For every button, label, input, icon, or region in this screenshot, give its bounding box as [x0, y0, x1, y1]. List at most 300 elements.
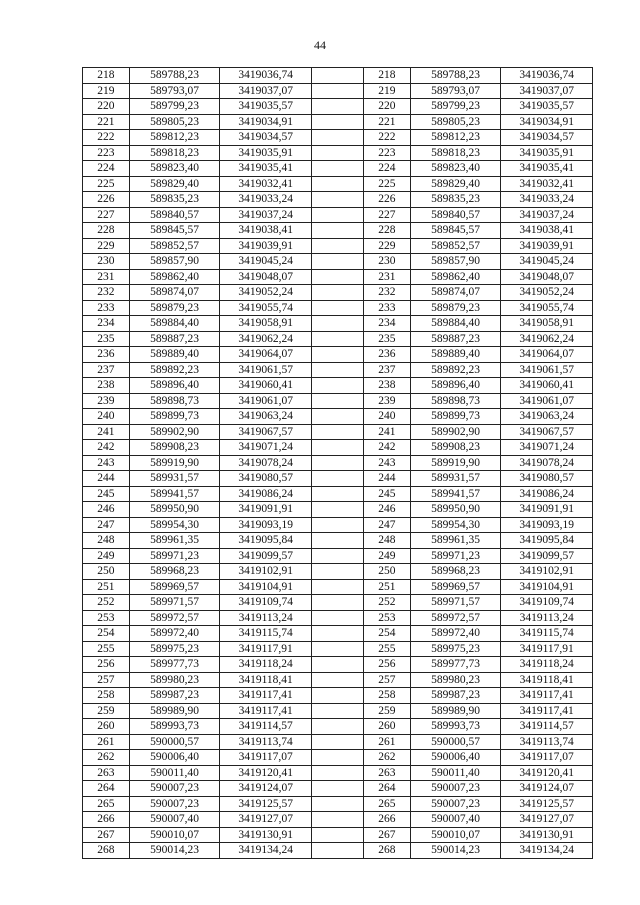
left-y-coordinate-cell: 3419032,41	[220, 176, 312, 192]
left-x-coordinate-cell: 589805,23	[129, 114, 220, 130]
column-gap	[312, 424, 364, 440]
left-x-coordinate-cell: 590010,07	[129, 827, 220, 843]
left-y-coordinate-cell: 3419045,24	[220, 254, 312, 270]
right-y-coordinate-cell: 3419117,41	[501, 688, 593, 704]
left-x-coordinate-cell: 590007,23	[129, 781, 220, 797]
left-point-number-cell: 236	[83, 347, 130, 363]
left-y-coordinate-cell: 3419124,07	[220, 781, 312, 797]
column-gap	[312, 843, 364, 859]
left-x-coordinate-cell: 590007,23	[129, 796, 220, 812]
left-point-number-cell: 231	[83, 269, 130, 285]
left-y-coordinate-cell: 3419034,91	[220, 114, 312, 130]
table-row	[83, 533, 593, 549]
right-x-coordinate-cell: 589898,73	[410, 393, 501, 409]
right-x-coordinate-cell: 589887,23	[410, 331, 501, 347]
left-point-number-cell: 239	[83, 393, 130, 409]
left-x-coordinate-cell: 589968,23	[129, 564, 220, 580]
column-gap	[312, 393, 364, 409]
right-point-number-cell: 248	[363, 533, 410, 549]
left-y-coordinate-cell: 3419035,57	[220, 99, 312, 115]
table-row	[83, 223, 593, 239]
right-point-number-cell: 236	[363, 347, 410, 363]
left-x-coordinate-cell: 589788,23	[129, 68, 220, 84]
left-x-coordinate-cell: 589975,23	[129, 641, 220, 657]
table-row	[83, 99, 593, 115]
left-point-number-cell: 259	[83, 703, 130, 719]
left-point-number-cell: 266	[83, 812, 130, 828]
left-point-number-cell: 258	[83, 688, 130, 704]
right-point-number-cell: 222	[363, 130, 410, 146]
column-gap	[312, 362, 364, 378]
right-y-coordinate-cell: 3419118,24	[501, 657, 593, 673]
left-x-coordinate-cell: 589908,23	[129, 440, 220, 456]
table-row	[83, 254, 593, 270]
right-y-coordinate-cell: 3419124,07	[501, 781, 593, 797]
left-x-coordinate-cell: 589889,40	[129, 347, 220, 363]
right-y-coordinate-cell: 3419036,74	[501, 68, 593, 84]
right-x-coordinate-cell: 589857,90	[410, 254, 501, 270]
left-x-coordinate-cell: 589969,57	[129, 579, 220, 595]
right-x-coordinate-cell: 590007,40	[410, 812, 501, 828]
right-y-coordinate-cell: 3419055,74	[501, 300, 593, 316]
table-row	[83, 703, 593, 719]
table-row	[83, 641, 593, 657]
left-point-number-cell: 252	[83, 595, 130, 611]
table-row	[83, 579, 593, 595]
left-point-number-cell: 268	[83, 843, 130, 859]
coordinates-table	[82, 67, 593, 859]
left-point-number-cell: 228	[83, 223, 130, 239]
right-y-coordinate-cell: 3419127,07	[501, 812, 593, 828]
column-gap	[312, 192, 364, 208]
left-y-coordinate-cell: 3419102,91	[220, 564, 312, 580]
left-point-number-cell: 260	[83, 719, 130, 735]
left-x-coordinate-cell: 589812,23	[129, 130, 220, 146]
right-point-number-cell: 241	[363, 424, 410, 440]
left-y-coordinate-cell: 3419061,07	[220, 393, 312, 409]
right-x-coordinate-cell: 590007,23	[410, 781, 501, 797]
right-y-coordinate-cell: 3419114,57	[501, 719, 593, 735]
right-x-coordinate-cell: 589972,40	[410, 626, 501, 642]
left-point-number-cell: 230	[83, 254, 130, 270]
right-point-number-cell: 257	[363, 672, 410, 688]
left-x-coordinate-cell: 589972,40	[129, 626, 220, 642]
left-y-coordinate-cell: 3419036,74	[220, 68, 312, 84]
right-x-coordinate-cell: 589980,23	[410, 672, 501, 688]
left-x-coordinate-cell: 589977,73	[129, 657, 220, 673]
column-gap	[312, 316, 364, 332]
left-x-coordinate-cell: 589862,40	[129, 269, 220, 285]
left-point-number-cell: 262	[83, 750, 130, 766]
right-point-number-cell: 239	[363, 393, 410, 409]
left-y-coordinate-cell: 3419048,07	[220, 269, 312, 285]
left-y-coordinate-cell: 3419095,84	[220, 533, 312, 549]
right-point-number-cell: 267	[363, 827, 410, 843]
table-row	[83, 161, 593, 177]
left-point-number-cell: 267	[83, 827, 130, 843]
left-point-number-cell: 247	[83, 517, 130, 533]
left-y-coordinate-cell: 3419055,74	[220, 300, 312, 316]
left-point-number-cell: 241	[83, 424, 130, 440]
right-point-number-cell: 224	[363, 161, 410, 177]
right-point-number-cell: 227	[363, 207, 410, 223]
column-gap	[312, 254, 364, 270]
right-point-number-cell: 251	[363, 579, 410, 595]
left-x-coordinate-cell: 589972,57	[129, 610, 220, 626]
left-y-coordinate-cell: 3419117,41	[220, 688, 312, 704]
left-point-number-cell: 251	[83, 579, 130, 595]
left-y-coordinate-cell: 3419067,57	[220, 424, 312, 440]
left-y-coordinate-cell: 3419115,74	[220, 626, 312, 642]
right-y-coordinate-cell: 3419058,91	[501, 316, 593, 332]
table-row	[83, 765, 593, 781]
left-x-coordinate-cell: 589971,23	[129, 548, 220, 564]
right-point-number-cell: 260	[363, 719, 410, 735]
right-y-coordinate-cell: 3419045,24	[501, 254, 593, 270]
left-point-number-cell: 227	[83, 207, 130, 223]
left-point-number-cell: 222	[83, 130, 130, 146]
right-x-coordinate-cell: 589812,23	[410, 130, 501, 146]
left-point-number-cell: 221	[83, 114, 130, 130]
right-x-coordinate-cell: 589941,57	[410, 486, 501, 502]
left-x-coordinate-cell: 590006,40	[129, 750, 220, 766]
right-point-number-cell: 253	[363, 610, 410, 626]
right-y-coordinate-cell: 3419037,07	[501, 83, 593, 99]
column-gap	[312, 641, 364, 657]
right-x-coordinate-cell: 589931,57	[410, 471, 501, 487]
left-point-number-cell: 232	[83, 285, 130, 301]
column-gap	[312, 207, 364, 223]
left-y-coordinate-cell: 3419062,24	[220, 331, 312, 347]
right-x-coordinate-cell: 589993,73	[410, 719, 501, 735]
left-point-number-cell: 219	[83, 83, 130, 99]
right-y-coordinate-cell: 3419120,41	[501, 765, 593, 781]
right-point-number-cell: 240	[363, 409, 410, 425]
table-row	[83, 548, 593, 564]
left-x-coordinate-cell: 589818,23	[129, 145, 220, 161]
column-gap	[312, 455, 364, 471]
right-y-coordinate-cell: 3419048,07	[501, 269, 593, 285]
table-row	[83, 657, 593, 673]
left-y-coordinate-cell: 3419130,91	[220, 827, 312, 843]
left-y-coordinate-cell: 3419071,24	[220, 440, 312, 456]
right-x-coordinate-cell: 589969,57	[410, 579, 501, 595]
left-x-coordinate-cell: 589823,40	[129, 161, 220, 177]
column-gap	[312, 595, 364, 611]
left-x-coordinate-cell: 589954,30	[129, 517, 220, 533]
left-y-coordinate-cell: 3419058,91	[220, 316, 312, 332]
column-gap	[312, 269, 364, 285]
right-y-coordinate-cell: 3419033,24	[501, 192, 593, 208]
table-row	[83, 114, 593, 130]
left-x-coordinate-cell: 589980,23	[129, 672, 220, 688]
right-point-number-cell: 244	[363, 471, 410, 487]
left-point-number-cell: 235	[83, 331, 130, 347]
right-point-number-cell: 264	[363, 781, 410, 797]
table-row	[83, 347, 593, 363]
right-x-coordinate-cell: 589862,40	[410, 269, 501, 285]
left-point-number-cell: 245	[83, 486, 130, 502]
column-gap	[312, 471, 364, 487]
right-x-coordinate-cell: 589874,07	[410, 285, 501, 301]
left-x-coordinate-cell: 590011,40	[129, 765, 220, 781]
table-row	[83, 486, 593, 502]
right-y-coordinate-cell: 3419130,91	[501, 827, 593, 843]
left-point-number-cell: 218	[83, 68, 130, 84]
right-x-coordinate-cell: 589840,57	[410, 207, 501, 223]
right-y-coordinate-cell: 3419104,91	[501, 579, 593, 595]
column-gap	[312, 285, 364, 301]
left-point-number-cell: 263	[83, 765, 130, 781]
left-x-coordinate-cell: 589840,57	[129, 207, 220, 223]
right-y-coordinate-cell: 3419109,74	[501, 595, 593, 611]
table-row	[83, 331, 593, 347]
left-x-coordinate-cell: 589987,23	[129, 688, 220, 704]
left-x-coordinate-cell: 590007,40	[129, 812, 220, 828]
right-x-coordinate-cell: 589899,73	[410, 409, 501, 425]
left-y-coordinate-cell: 3419114,57	[220, 719, 312, 735]
left-x-coordinate-cell: 589899,73	[129, 409, 220, 425]
right-point-number-cell: 247	[363, 517, 410, 533]
right-x-coordinate-cell: 589845,57	[410, 223, 501, 239]
column-gap	[312, 564, 364, 580]
right-x-coordinate-cell: 589818,23	[410, 145, 501, 161]
column-gap	[312, 657, 364, 673]
right-y-coordinate-cell: 3419080,57	[501, 471, 593, 487]
right-point-number-cell: 258	[363, 688, 410, 704]
table-row	[83, 176, 593, 192]
left-y-coordinate-cell: 3419037,24	[220, 207, 312, 223]
table-row	[83, 130, 593, 146]
table-row	[83, 68, 593, 84]
left-y-coordinate-cell: 3419064,07	[220, 347, 312, 363]
table-row	[83, 502, 593, 518]
right-x-coordinate-cell: 589908,23	[410, 440, 501, 456]
right-y-coordinate-cell: 3419063,24	[501, 409, 593, 425]
left-x-coordinate-cell: 589879,23	[129, 300, 220, 316]
left-point-number-cell: 264	[83, 781, 130, 797]
left-y-coordinate-cell: 3419039,91	[220, 238, 312, 254]
right-x-coordinate-cell: 589793,07	[410, 83, 501, 99]
table-row	[83, 471, 593, 487]
left-point-number-cell: 257	[83, 672, 130, 688]
table-row	[83, 812, 593, 828]
right-point-number-cell: 250	[363, 564, 410, 580]
column-gap	[312, 533, 364, 549]
table-row	[83, 827, 593, 843]
left-y-coordinate-cell: 3419061,57	[220, 362, 312, 378]
left-y-coordinate-cell: 3419037,07	[220, 83, 312, 99]
left-x-coordinate-cell: 589857,90	[129, 254, 220, 270]
right-y-coordinate-cell: 3419034,57	[501, 130, 593, 146]
left-x-coordinate-cell: 589852,57	[129, 238, 220, 254]
table-row	[83, 269, 593, 285]
table-row	[83, 393, 593, 409]
right-x-coordinate-cell: 589902,90	[410, 424, 501, 440]
right-x-coordinate-cell: 589950,90	[410, 502, 501, 518]
right-point-number-cell: 233	[363, 300, 410, 316]
left-point-number-cell: 256	[83, 657, 130, 673]
left-x-coordinate-cell: 589799,23	[129, 99, 220, 115]
right-point-number-cell: 252	[363, 595, 410, 611]
table-row	[83, 564, 593, 580]
column-gap	[312, 827, 364, 843]
left-point-number-cell: 244	[83, 471, 130, 487]
coordinates-table-body	[83, 68, 593, 859]
column-gap	[312, 781, 364, 797]
right-y-coordinate-cell: 3419115,74	[501, 626, 593, 642]
left-y-coordinate-cell: 3419035,41	[220, 161, 312, 177]
table-row	[83, 610, 593, 626]
right-y-coordinate-cell: 3419117,91	[501, 641, 593, 657]
left-x-coordinate-cell: 589845,57	[129, 223, 220, 239]
right-x-coordinate-cell: 590014,23	[410, 843, 501, 859]
column-gap	[312, 331, 364, 347]
right-point-number-cell: 262	[363, 750, 410, 766]
right-x-coordinate-cell: 589961,35	[410, 533, 501, 549]
left-point-number-cell: 237	[83, 362, 130, 378]
left-point-number-cell: 243	[83, 455, 130, 471]
left-x-coordinate-cell: 589919,90	[129, 455, 220, 471]
right-y-coordinate-cell: 3419113,74	[501, 734, 593, 750]
left-x-coordinate-cell: 589793,07	[129, 83, 220, 99]
column-gap	[312, 517, 364, 533]
left-x-coordinate-cell: 589950,90	[129, 502, 220, 518]
left-point-number-cell: 246	[83, 502, 130, 518]
column-gap	[312, 765, 364, 781]
left-y-coordinate-cell: 3419091,91	[220, 502, 312, 518]
right-y-coordinate-cell: 3419060,41	[501, 378, 593, 394]
left-point-number-cell: 255	[83, 641, 130, 657]
right-x-coordinate-cell: 589954,30	[410, 517, 501, 533]
right-x-coordinate-cell: 589852,57	[410, 238, 501, 254]
column-gap	[312, 812, 364, 828]
left-y-coordinate-cell: 3419113,24	[220, 610, 312, 626]
left-point-number-cell: 254	[83, 626, 130, 642]
right-x-coordinate-cell: 589892,23	[410, 362, 501, 378]
right-x-coordinate-cell: 589879,23	[410, 300, 501, 316]
right-x-coordinate-cell: 590011,40	[410, 765, 501, 781]
left-y-coordinate-cell: 3419078,24	[220, 455, 312, 471]
right-point-number-cell: 231	[363, 269, 410, 285]
right-y-coordinate-cell: 3419061,57	[501, 362, 593, 378]
right-point-number-cell: 242	[363, 440, 410, 456]
left-y-coordinate-cell: 3419113,74	[220, 734, 312, 750]
right-point-number-cell: 228	[363, 223, 410, 239]
table-row	[83, 517, 593, 533]
right-y-coordinate-cell: 3419086,24	[501, 486, 593, 502]
left-point-number-cell: 261	[83, 734, 130, 750]
right-point-number-cell: 249	[363, 548, 410, 564]
right-point-number-cell: 220	[363, 99, 410, 115]
right-point-number-cell: 245	[363, 486, 410, 502]
left-point-number-cell: 253	[83, 610, 130, 626]
table-row	[83, 781, 593, 797]
table-row	[83, 595, 593, 611]
right-y-coordinate-cell: 3419118,41	[501, 672, 593, 688]
right-point-number-cell: 266	[363, 812, 410, 828]
left-x-coordinate-cell: 589902,90	[129, 424, 220, 440]
left-y-coordinate-cell: 3419099,57	[220, 548, 312, 564]
table-row	[83, 455, 593, 471]
right-x-coordinate-cell: 589829,40	[410, 176, 501, 192]
column-gap	[312, 223, 364, 239]
table-row	[83, 192, 593, 208]
left-point-number-cell: 250	[83, 564, 130, 580]
right-y-coordinate-cell: 3419035,57	[501, 99, 593, 115]
column-gap	[312, 347, 364, 363]
left-point-number-cell: 225	[83, 176, 130, 192]
left-y-coordinate-cell: 3419127,07	[220, 812, 312, 828]
right-x-coordinate-cell: 589971,57	[410, 595, 501, 611]
left-y-coordinate-cell: 3419125,57	[220, 796, 312, 812]
table-row	[83, 750, 593, 766]
right-x-coordinate-cell: 589835,23	[410, 192, 501, 208]
column-gap	[312, 300, 364, 316]
left-y-coordinate-cell: 3419104,91	[220, 579, 312, 595]
right-y-coordinate-cell: 3419125,57	[501, 796, 593, 812]
left-y-coordinate-cell: 3419093,19	[220, 517, 312, 533]
right-x-coordinate-cell: 589919,90	[410, 455, 501, 471]
right-point-number-cell: 261	[363, 734, 410, 750]
left-point-number-cell: 249	[83, 548, 130, 564]
right-y-coordinate-cell: 3419064,07	[501, 347, 593, 363]
left-x-coordinate-cell: 589835,23	[129, 192, 220, 208]
right-x-coordinate-cell: 589975,23	[410, 641, 501, 657]
left-y-coordinate-cell: 3419038,41	[220, 223, 312, 239]
column-gap	[312, 83, 364, 99]
table-row	[83, 796, 593, 812]
left-y-coordinate-cell: 3419035,91	[220, 145, 312, 161]
right-y-coordinate-cell: 3419038,41	[501, 223, 593, 239]
right-x-coordinate-cell: 590010,07	[410, 827, 501, 843]
table-row	[83, 719, 593, 735]
right-point-number-cell: 238	[363, 378, 410, 394]
table-row	[83, 207, 593, 223]
table-row	[83, 424, 593, 440]
left-y-coordinate-cell: 3419117,07	[220, 750, 312, 766]
right-y-coordinate-cell: 3419071,24	[501, 440, 593, 456]
right-point-number-cell: 225	[363, 176, 410, 192]
left-y-coordinate-cell: 3419109,74	[220, 595, 312, 611]
right-x-coordinate-cell: 589968,23	[410, 564, 501, 580]
left-x-coordinate-cell: 589829,40	[129, 176, 220, 192]
table-row	[83, 688, 593, 704]
right-point-number-cell: 268	[363, 843, 410, 859]
right-point-number-cell: 223	[363, 145, 410, 161]
right-y-coordinate-cell: 3419039,91	[501, 238, 593, 254]
column-gap	[312, 750, 364, 766]
right-point-number-cell: 237	[363, 362, 410, 378]
table-row	[83, 83, 593, 99]
column-gap	[312, 796, 364, 812]
column-gap	[312, 409, 364, 425]
column-gap	[312, 378, 364, 394]
table-row	[83, 843, 593, 859]
right-point-number-cell: 259	[363, 703, 410, 719]
right-x-coordinate-cell: 590000,57	[410, 734, 501, 750]
right-x-coordinate-cell: 589799,23	[410, 99, 501, 115]
left-y-coordinate-cell: 3419060,41	[220, 378, 312, 394]
right-point-number-cell: 232	[363, 285, 410, 301]
right-point-number-cell: 243	[363, 455, 410, 471]
left-x-coordinate-cell: 589931,57	[129, 471, 220, 487]
left-x-coordinate-cell: 589887,23	[129, 331, 220, 347]
left-y-coordinate-cell: 3419118,41	[220, 672, 312, 688]
column-gap	[312, 99, 364, 115]
right-y-coordinate-cell: 3419099,57	[501, 548, 593, 564]
left-x-coordinate-cell: 589961,35	[129, 533, 220, 549]
